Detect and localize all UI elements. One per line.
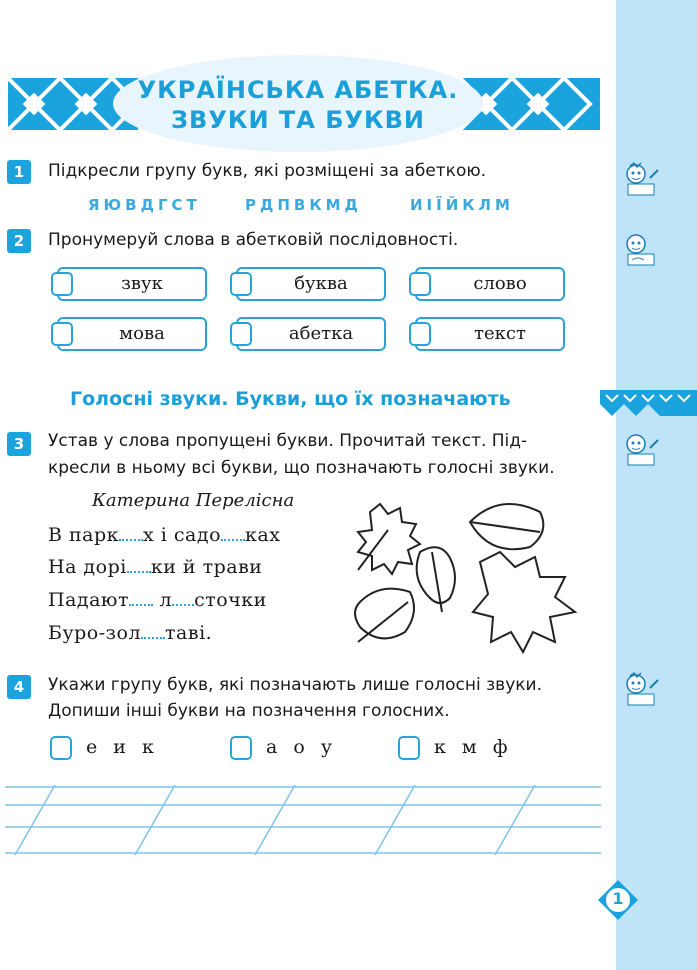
- number-checkbox[interactable]: [51, 322, 73, 346]
- maple-leaf-icon: [358, 504, 420, 574]
- word-box-mova[interactable]: [57, 317, 207, 351]
- blank-field[interactable]: [119, 525, 143, 541]
- birch-leaf-icon: [355, 589, 414, 639]
- task-3-line1: Устав у слова пропущені букви. Прочитай текст. Під-: [48, 431, 528, 451]
- sidebar: [616, 0, 697, 970]
- word-label: мова: [119, 323, 165, 344]
- word-box-slovo[interactable]: [415, 267, 565, 301]
- poem-line-1: В парк х і садо ках: [48, 524, 281, 546]
- option-checkbox[interactable]: [50, 736, 72, 760]
- task-3-line2: кресли в ньому всі букви, що позначають голосні звуки.: [48, 458, 555, 478]
- word-box-bukva[interactable]: [236, 267, 386, 301]
- word-label: слово: [473, 273, 527, 294]
- poem-author: Катерина Перелісна: [92, 490, 295, 511]
- number-checkbox[interactable]: [409, 322, 431, 346]
- pencil-boy-icon: [620, 432, 660, 468]
- number-checkbox[interactable]: [409, 272, 431, 296]
- task-number-3: 3: [7, 432, 31, 456]
- word-label: звук: [121, 273, 163, 294]
- side-ornament-icon: [600, 390, 697, 416]
- blank-field[interactable]: [221, 525, 245, 541]
- word-label: буква: [294, 273, 348, 294]
- pencil-boy-icon: [620, 232, 660, 268]
- leaves-illustration: [340, 492, 610, 662]
- letter-group-2[interactable]: РДПВКМД: [245, 196, 362, 214]
- maple-leaf-icon: [473, 552, 575, 652]
- poem-line-4: Буро-зол таві.: [48, 622, 213, 644]
- task-number-1: 1: [7, 160, 31, 184]
- blank-field[interactable]: [172, 590, 194, 606]
- task-number-2: 2: [7, 229, 31, 253]
- poem-line-3: Падают л сточки: [48, 589, 267, 611]
- task-4-line2: Допиши інші букви на позначення голосних.: [48, 701, 450, 721]
- writing-lines[interactable]: [5, 785, 601, 855]
- page-number: 1: [612, 889, 624, 908]
- word-label: абетка: [288, 323, 354, 344]
- letter-group-1[interactable]: ЯЮВДГСТ: [88, 196, 201, 214]
- option-label: а о у: [266, 736, 338, 758]
- number-checkbox[interactable]: [51, 272, 73, 296]
- letter-group-3[interactable]: ИІЇЙКЛМ: [410, 196, 514, 214]
- word-box-tekst[interactable]: [415, 317, 565, 351]
- number-checkbox[interactable]: [230, 322, 252, 346]
- number-checkbox[interactable]: [230, 272, 252, 296]
- task-number-4: 4: [7, 675, 31, 699]
- option-checkbox[interactable]: [398, 736, 420, 760]
- page-title-line2: ЗВУКИ ТА БУКВИ: [171, 106, 425, 134]
- option-checkbox[interactable]: [230, 736, 252, 760]
- word-box-abetka[interactable]: [236, 317, 386, 351]
- blank-field[interactable]: [141, 623, 165, 639]
- poem-line-2: На дорі ки й трави: [48, 556, 263, 578]
- pencil-boy-icon: [620, 672, 660, 708]
- section-subheading: Голосні звуки. Букви, що їх позначають: [70, 388, 511, 410]
- blank-field[interactable]: [127, 557, 151, 573]
- word-box-zvuk[interactable]: [57, 267, 207, 301]
- word-label: текст: [474, 323, 526, 344]
- pencil-boy-icon: [620, 162, 660, 198]
- task-2-text: Пронумеруй слова в абетковій послідовності.: [48, 230, 459, 250]
- option-label: е и к: [86, 736, 159, 758]
- task-1-text: Підкресли групу букв, які розміщені за абеткою.: [48, 161, 487, 181]
- page-title-line1: УКРАЇНСЬКА АБЕТКА.: [137, 76, 459, 104]
- option-label: к м ф: [434, 736, 513, 758]
- task-4-line1: Укажи групу букв, які позначають лише голосні звуки.: [48, 675, 542, 695]
- blank-field[interactable]: [129, 590, 153, 606]
